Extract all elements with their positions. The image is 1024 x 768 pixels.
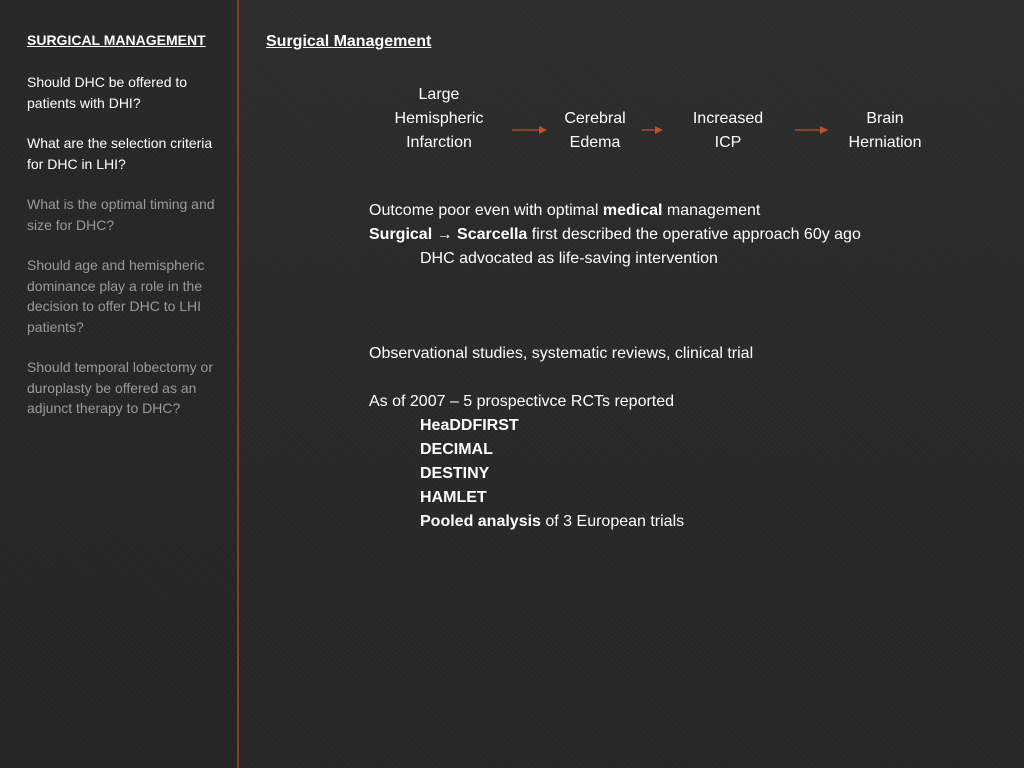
dhc-line: DHC advocated as life-saving intervention	[420, 250, 718, 267]
sidebar-item: Should age and hemispheric dominance play a role in the decision to offer DHC to LHI patients?	[27, 257, 205, 335]
flow-node-icp	[673, 107, 783, 155]
asof-line: As of 2007 – 5 prospectivce RCTs reported	[369, 393, 675, 410]
flow-node-line: Cerebral	[564, 110, 626, 127]
trial-name: DESTINY	[420, 465, 490, 482]
surgical-bold: Surgical	[369, 226, 437, 243]
sidebar-list	[27, 72, 222, 439]
sidebar-item: What is the optimal timing and size for DHC?	[27, 196, 215, 233]
surgical-line	[369, 223, 861, 247]
flow-node-line: Infarction	[406, 134, 472, 151]
pooled-text: of 3 European trials	[540, 513, 685, 530]
flow-node-infarction	[374, 83, 504, 155]
outcome-bold: medical	[602, 202, 663, 219]
sidebar-divider	[237, 0, 239, 768]
flow-node-line: Hemispheric	[394, 110, 484, 127]
sidebar	[0, 0, 237, 768]
trial-name: HAMLET	[420, 489, 487, 506]
flow-node-line: ICP	[714, 134, 742, 151]
scarcella-bold: Scarcella	[452, 226, 528, 243]
flow-node-line: Large	[418, 86, 460, 103]
outcome-text-end: management	[662, 202, 761, 219]
main-title: Surgical Management	[266, 33, 432, 50]
sidebar-item: Should DHC be offered to patients with DHI?	[27, 74, 188, 111]
outcome-line	[369, 199, 760, 223]
sidebar-item: What are the selection criteria for DHC in LHI?	[27, 135, 213, 172]
right-arrow-icon: →	[436, 226, 453, 243]
pooled-bold: Pooled analysis	[420, 513, 541, 530]
trial-item	[420, 438, 493, 462]
flow-node-line: Edema	[569, 134, 621, 151]
flow-node-edema	[540, 107, 650, 155]
trial-item	[420, 486, 487, 510]
flow-node-line: Brain	[866, 110, 904, 127]
observational-line: Observational studies, systematic reviews, clinical trial	[369, 345, 754, 362]
trial-item	[420, 414, 519, 438]
pooled-line	[420, 510, 684, 534]
trial-name: HeaDDFIRST	[420, 417, 519, 434]
trial-item	[420, 462, 489, 486]
trial-name: DECIMAL	[420, 441, 493, 458]
flow-node-line: Herniation	[848, 134, 922, 151]
flow-node-line: Increased	[692, 110, 764, 127]
surgical-text: first described the operative approach 60y ago	[527, 226, 861, 243]
sidebar-title: SURGICAL MANAGEMENT	[27, 32, 206, 48]
flow-node-herniation	[825, 107, 945, 155]
outcome-text: Outcome poor even with optimal	[369, 202, 603, 219]
sidebar-item: Should temporal lobectomy or duroplasty be offered as an adjunct therapy to DHC?	[27, 359, 213, 416]
